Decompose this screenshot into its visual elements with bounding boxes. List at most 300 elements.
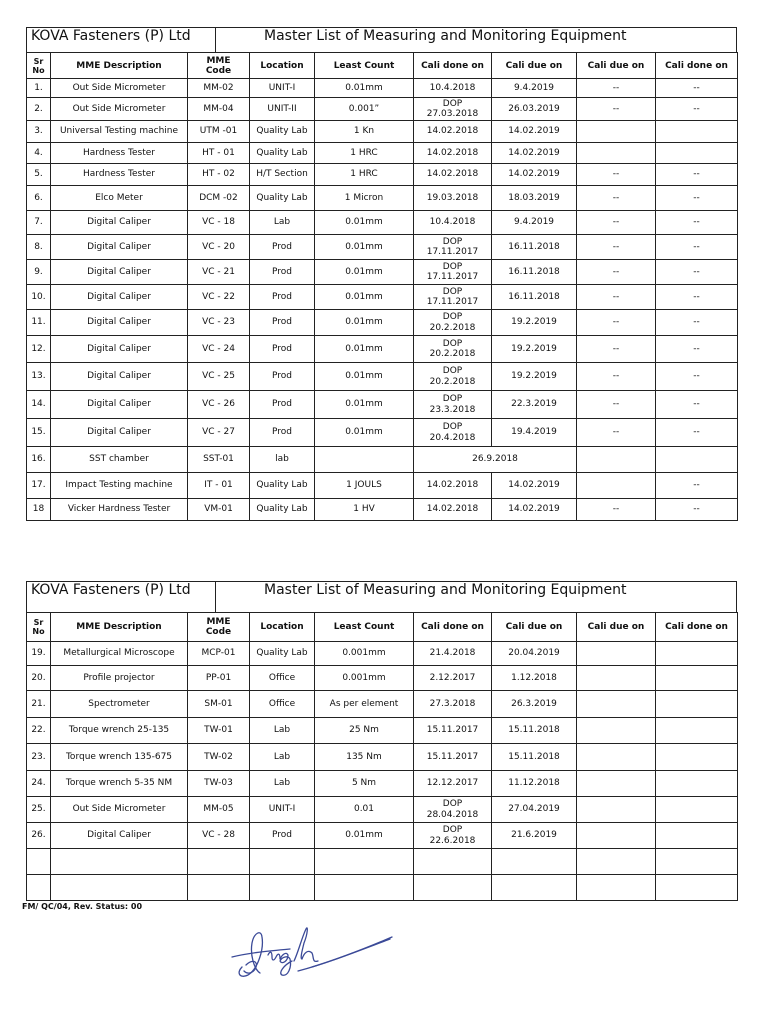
cell-mme-code: PP-01 xyxy=(188,666,250,691)
cell-sr-no: 6. xyxy=(27,186,51,211)
cell-sr-no: 12. xyxy=(27,336,51,363)
cell-sr-no: 13. xyxy=(27,363,51,391)
cell-location: UNIT-I xyxy=(250,797,315,823)
cell-sr-no: 10. xyxy=(27,285,51,310)
cell-mme-code: IT - 01 xyxy=(188,473,250,499)
table-body xyxy=(27,79,738,521)
cell-cali-due-on: 11.12.2018 xyxy=(492,771,577,797)
cell-sr-no: 5. xyxy=(27,164,51,186)
header-least-count: Least Count xyxy=(315,613,414,642)
cell-mme-description xyxy=(51,849,188,875)
header-cali-done-on-2: Cali done on xyxy=(656,613,738,642)
cell-mme-code xyxy=(188,875,250,901)
cell-least-count: 0.01mm xyxy=(315,310,414,336)
cell-cali-due-on: 19.2.2019 xyxy=(492,363,577,391)
cell-mme-code: VC - 27 xyxy=(188,419,250,447)
cell-cali-due-on-2 xyxy=(577,823,656,849)
cell-location: Lab xyxy=(250,718,315,744)
table-row xyxy=(27,79,738,98)
cell-mme-code: VC - 26 xyxy=(188,391,250,419)
form-reference: FM/ QC/04, Rev. Status: 00 xyxy=(22,902,143,911)
cell-cali-done-on-2: -- xyxy=(656,310,738,336)
cell-cali-done-on-2 xyxy=(656,744,738,771)
table-row xyxy=(27,823,738,849)
cell-cali-due-on-2 xyxy=(577,121,656,143)
cell-least-count: 0.01mm xyxy=(315,823,414,849)
cell-cali-due-on-2 xyxy=(577,797,656,823)
table-row xyxy=(27,718,738,744)
cell-mme-code: VC - 28 xyxy=(188,823,250,849)
cell-cali-due-on: 16.11.2018 xyxy=(492,235,577,260)
cell-least-count: As per element xyxy=(315,691,414,718)
cell-mme-description: Hardness Tester xyxy=(51,143,188,164)
cell-location: Prod xyxy=(250,823,315,849)
cell-mme-description: Digital Caliper xyxy=(51,310,188,336)
cell-cali-due-on: 20.04.2019 xyxy=(492,642,577,666)
cell-cali-done-on: 21.4.2018 xyxy=(414,642,492,666)
cell-least-count: 0.01mm xyxy=(315,235,414,260)
equipment-table xyxy=(26,52,738,521)
document-title: Master List of Measuring and Monitoring Equipment xyxy=(264,28,627,44)
cell-sr-no: 26. xyxy=(27,823,51,849)
cell-location: Prod xyxy=(250,419,315,447)
cell-least-count: 25 Nm xyxy=(315,718,414,744)
cell-mme-description: Digital Caliper xyxy=(51,823,188,849)
cell-cali-done-on-2: -- xyxy=(656,186,738,211)
header-location: Location xyxy=(250,53,315,79)
table-row xyxy=(27,310,738,336)
cell-sr-no: 11. xyxy=(27,310,51,336)
cell-mme-description: Vicker Hardness Tester xyxy=(51,499,188,521)
header-mme-description: MME Description xyxy=(51,613,188,642)
cell-cali-done-on: 15.11.2017 xyxy=(414,744,492,771)
cell-least-count: 1 JOULS xyxy=(315,473,414,499)
table-row xyxy=(27,121,738,143)
cell-cali-due-on-2: -- xyxy=(577,98,656,121)
signature xyxy=(228,915,398,990)
cell-sr-no: 14. xyxy=(27,391,51,419)
cell-sr-no: 16. xyxy=(27,447,51,473)
cell-least-count: 0.001” xyxy=(315,98,414,121)
header-mme-description: MME Description xyxy=(51,53,188,79)
cell-cali-done-on: 19.03.2018 xyxy=(414,186,492,211)
document-title: Master List of Measuring and Monitoring Equipment xyxy=(264,582,627,598)
cell-cali-due-on: 27.04.2019 xyxy=(492,797,577,823)
header-mme-code: MME Code xyxy=(188,613,250,642)
header-location: Location xyxy=(250,613,315,642)
cell-cali-due-on: 14.02.2019 xyxy=(492,143,577,164)
cell-cali-done-on xyxy=(414,875,492,901)
cell-mme-description: SST chamber xyxy=(51,447,188,473)
table-row xyxy=(27,666,738,691)
header-cali-done-on: Cali done on xyxy=(414,613,492,642)
cell-mme-description: Torque wrench 135-675 xyxy=(51,744,188,771)
table-row xyxy=(27,143,738,164)
cell-least-count: 0.01mm xyxy=(315,336,414,363)
header-row xyxy=(27,53,738,79)
cell-mme-description: Digital Caliper xyxy=(51,235,188,260)
cell-sr-no xyxy=(27,875,51,901)
equipment-table xyxy=(26,612,738,901)
cell-mme-code: VM-01 xyxy=(188,499,250,521)
table-body xyxy=(27,642,738,901)
cell-cali-done-on-2 xyxy=(656,823,738,849)
cell-mme-description: Digital Caliper xyxy=(51,260,188,285)
cell-cali-due-on: 1.12.2018 xyxy=(492,666,577,691)
table-row xyxy=(27,211,738,235)
cell-location: Prod xyxy=(250,363,315,391)
cell-sr-no: 19. xyxy=(27,642,51,666)
cell-least-count: 0.01mm xyxy=(315,211,414,235)
header-cali-done-on-2: Cali done on xyxy=(656,53,738,79)
cell-mme-code: VC - 23 xyxy=(188,310,250,336)
cell-cali-due-on: 14.02.2019 xyxy=(492,164,577,186)
cell-mme-description: Digital Caliper xyxy=(51,285,188,310)
cell-mme-description: Profile projector xyxy=(51,666,188,691)
cell-location: Lab xyxy=(250,211,315,235)
cell-cali-due-on-2 xyxy=(577,642,656,666)
cell-cali-due-on: 15.11.2018 xyxy=(492,718,577,744)
cell-cali-due-on-2 xyxy=(577,875,656,901)
cell-cali-due-on-2: -- xyxy=(577,391,656,419)
table-row xyxy=(27,336,738,363)
cell-cali-due-on xyxy=(492,875,577,901)
cell-mme-code: TW-02 xyxy=(188,744,250,771)
cell-mme-description: Hardness Tester xyxy=(51,164,188,186)
cell-least-count xyxy=(315,875,414,901)
company-name: KOVA Fasteners (P) Ltd xyxy=(27,28,216,52)
header-least-count: Least Count xyxy=(315,53,414,79)
cell-cali-done-on-2: -- xyxy=(656,164,738,186)
cell-cali-done-on: 14.02.2018 xyxy=(414,499,492,521)
table-row xyxy=(27,447,738,473)
cell-cali-done-on-2 xyxy=(656,666,738,691)
cell-cali-due-on-2 xyxy=(577,666,656,691)
title-row xyxy=(26,27,737,53)
cell-cali-done-on-2: -- xyxy=(656,79,738,98)
cell-cali-due-on-2 xyxy=(577,718,656,744)
header-cali-due-on: Cali due on xyxy=(492,613,577,642)
cell-cali-due-on: 9.4.2019 xyxy=(492,211,577,235)
cell-mme-code: MM-02 xyxy=(188,79,250,98)
cell-least-count: 0.01mm xyxy=(315,260,414,285)
cell-location: Prod xyxy=(250,391,315,419)
header-sr-no: Sr No xyxy=(27,53,51,79)
cell-least-count: 5 Nm xyxy=(315,771,414,797)
cell-cali-done-and-due: 26.9.2018 xyxy=(414,447,577,473)
cell-cali-done-on: DOP 17.11.2017 xyxy=(414,235,492,260)
cell-mme-code: TW-01 xyxy=(188,718,250,744)
cell-mme-code: SM-01 xyxy=(188,691,250,718)
cell-least-count: 0.01mm xyxy=(315,391,414,419)
cell-location xyxy=(250,875,315,901)
cell-mme-description: Elco Meter xyxy=(51,186,188,211)
cell-location: Prod xyxy=(250,310,315,336)
cell-cali-done-on: 14.02.2018 xyxy=(414,473,492,499)
cell-cali-done-on xyxy=(414,849,492,875)
cell-location: lab xyxy=(250,447,315,473)
cell-cali-done-on-2 xyxy=(656,642,738,666)
cell-location: Lab xyxy=(250,771,315,797)
cell-cali-done-on: DOP 17.11.2017 xyxy=(414,285,492,310)
cell-mme-description: Universal Testing machine xyxy=(51,121,188,143)
cell-least-count: 0.001mm xyxy=(315,642,414,666)
cell-sr-no: 21. xyxy=(27,691,51,718)
cell-cali-due-on-2: -- xyxy=(577,186,656,211)
cell-least-count: 0.01mm xyxy=(315,79,414,98)
cell-mme-code: MM-04 xyxy=(188,98,250,121)
cell-mme-description: Digital Caliper xyxy=(51,211,188,235)
cell-cali-done-on-2: -- xyxy=(656,419,738,447)
cell-cali-done-on-2 xyxy=(656,849,738,875)
table-row xyxy=(27,186,738,211)
cell-location: Prod xyxy=(250,235,315,260)
cell-mme-description xyxy=(51,875,188,901)
cell-sr-no: 4. xyxy=(27,143,51,164)
cell-mme-code xyxy=(188,849,250,875)
cell-cali-due-on: 19.2.2019 xyxy=(492,336,577,363)
table-row xyxy=(27,473,738,499)
table-row xyxy=(27,797,738,823)
header-cali-due-on: Cali due on xyxy=(492,53,577,79)
cell-cali-due-on-2 xyxy=(577,771,656,797)
cell-location: Office xyxy=(250,691,315,718)
cell-sr-no: 18 xyxy=(27,499,51,521)
cell-cali-done-on: 14.02.2018 xyxy=(414,164,492,186)
equipment-sheet-2 xyxy=(26,581,737,901)
cell-cali-due-on xyxy=(492,849,577,875)
cell-cali-done-on: DOP 27.03.2018 xyxy=(414,98,492,121)
cell-cali-due-on-2: -- xyxy=(577,419,656,447)
cell-sr-no: 20. xyxy=(27,666,51,691)
cell-sr-no: 23. xyxy=(27,744,51,771)
cell-least-count: 1 Micron xyxy=(315,186,414,211)
cell-cali-due-on-2: -- xyxy=(577,336,656,363)
cell-cali-due-on: 15.11.2018 xyxy=(492,744,577,771)
company-name: KOVA Fasteners (P) Ltd xyxy=(27,582,216,612)
cell-cali-due-on-2: -- xyxy=(577,310,656,336)
cell-cali-due-on: 14.02.2019 xyxy=(492,121,577,143)
title-row xyxy=(26,581,737,613)
cell-mme-code: VC - 18 xyxy=(188,211,250,235)
cell-sr-no: 25. xyxy=(27,797,51,823)
cell-mme-description: Metallurgical Microscope xyxy=(51,642,188,666)
cell-cali-done-on-2 xyxy=(656,718,738,744)
cell-least-count xyxy=(315,849,414,875)
cell-least-count: 0.01mm xyxy=(315,419,414,447)
cell-cali-done-on: 14.02.2018 xyxy=(414,121,492,143)
cell-cali-done-on: DOP 23.3.2018 xyxy=(414,391,492,419)
cell-cali-due-on-2: -- xyxy=(577,211,656,235)
table-row xyxy=(27,391,738,419)
table-row xyxy=(27,235,738,260)
cell-cali-done-on: 27.3.2018 xyxy=(414,691,492,718)
cell-mme-description: Torque wrench 25-135 xyxy=(51,718,188,744)
cell-mme-code: MCP-01 xyxy=(188,642,250,666)
cell-cali-done-on-2: -- xyxy=(656,363,738,391)
cell-sr-no: 8. xyxy=(27,235,51,260)
cell-cali-done-on-2: -- xyxy=(656,499,738,521)
cell-least-count: 0.01mm xyxy=(315,285,414,310)
cell-sr-no: 17. xyxy=(27,473,51,499)
cell-location: Lab xyxy=(250,744,315,771)
cell-sr-no: 7. xyxy=(27,211,51,235)
cell-mme-code: HT - 02 xyxy=(188,164,250,186)
cell-mme-description: Digital Caliper xyxy=(51,363,188,391)
cell-cali-done-on: DOP 20.2.2018 xyxy=(414,336,492,363)
cell-mme-description: Digital Caliper xyxy=(51,419,188,447)
cell-mme-description: Out Side Micrometer xyxy=(51,98,188,121)
cell-cali-done-on-2 xyxy=(656,447,738,473)
cell-location: Prod xyxy=(250,336,315,363)
cell-location: Quality Lab xyxy=(250,143,315,164)
cell-location: Quality Lab xyxy=(250,642,315,666)
cell-cali-done-on: DOP 22.6.2018 xyxy=(414,823,492,849)
cell-least-count: 0.001mm xyxy=(315,666,414,691)
cell-mme-code: SST-01 xyxy=(188,447,250,473)
cell-cali-done-on-2: -- xyxy=(656,260,738,285)
cell-cali-due-on: 14.02.2019 xyxy=(492,499,577,521)
cell-cali-due-on: 22.3.2019 xyxy=(492,391,577,419)
cell-least-count: 0.01mm xyxy=(315,363,414,391)
cell-location: Prod xyxy=(250,285,315,310)
cell-sr-no: 3. xyxy=(27,121,51,143)
cell-cali-due-on-2 xyxy=(577,143,656,164)
header-row xyxy=(27,613,738,642)
cell-cali-due-on: 26.3.2019 xyxy=(492,691,577,718)
cell-mme-description: Spectrometer xyxy=(51,691,188,718)
cell-cali-done-on-2 xyxy=(656,875,738,901)
cell-least-count: 135 Nm xyxy=(315,744,414,771)
table-row xyxy=(27,771,738,797)
signature-strokes xyxy=(232,928,392,976)
table-row xyxy=(27,642,738,666)
cell-cali-done-on-2: -- xyxy=(656,285,738,310)
cell-least-count: 0.01 xyxy=(315,797,414,823)
cell-mme-description: Digital Caliper xyxy=(51,391,188,419)
header-cali-done-on: Cali done on xyxy=(414,53,492,79)
cell-cali-due-on: 16.11.2018 xyxy=(492,260,577,285)
cell-location: Office xyxy=(250,666,315,691)
cell-cali-due-on-2 xyxy=(577,849,656,875)
cell-cali-due-on: 21.6.2019 xyxy=(492,823,577,849)
header-sr-no: Sr No xyxy=(27,613,51,642)
cell-mme-code: VC - 20 xyxy=(188,235,250,260)
cell-location: H/T Section xyxy=(250,164,315,186)
cell-cali-done-on-2: -- xyxy=(656,235,738,260)
cell-mme-code: VC - 25 xyxy=(188,363,250,391)
cell-cali-done-on-2: -- xyxy=(656,336,738,363)
cell-mme-code: VC - 22 xyxy=(188,285,250,310)
cell-cali-done-on: DOP 20.2.2018 xyxy=(414,310,492,336)
cell-cali-done-on-2 xyxy=(656,771,738,797)
cell-cali-done-on-2 xyxy=(656,121,738,143)
cell-cali-done-on: DOP 20.2.2018 xyxy=(414,363,492,391)
cell-cali-due-on: 14.02.2019 xyxy=(492,473,577,499)
cell-mme-description: Torque wrench 5-35 NM xyxy=(51,771,188,797)
cell-sr-no xyxy=(27,849,51,875)
cell-cali-due-on-2: -- xyxy=(577,499,656,521)
cell-sr-no: 1. xyxy=(27,79,51,98)
cell-location: Quality Lab xyxy=(250,121,315,143)
cell-sr-no: 15. xyxy=(27,419,51,447)
cell-mme-code: UTM -01 xyxy=(188,121,250,143)
cell-mme-description: Impact Testing machine xyxy=(51,473,188,499)
cell-sr-no: 22. xyxy=(27,718,51,744)
cell-least-count: 1 HRC xyxy=(315,143,414,164)
cell-mme-code: TW-03 xyxy=(188,771,250,797)
cell-location: Quality Lab xyxy=(250,473,315,499)
table-row xyxy=(27,98,738,121)
cell-cali-done-on: 12.12.2017 xyxy=(414,771,492,797)
cell-sr-no: 24. xyxy=(27,771,51,797)
cell-cali-done-on-2: -- xyxy=(656,473,738,499)
cell-cali-done-on: 15.11.2017 xyxy=(414,718,492,744)
cell-cali-due-on-2: -- xyxy=(577,235,656,260)
cell-cali-done-on: 10.4.2018 xyxy=(414,79,492,98)
cell-cali-due-on-2 xyxy=(577,691,656,718)
cell-location: Quality Lab xyxy=(250,499,315,521)
cell-cali-done-on: DOP 20.4.2018 xyxy=(414,419,492,447)
table-row xyxy=(27,260,738,285)
cell-cali-done-on-2: -- xyxy=(656,211,738,235)
cell-mme-description: Out Side Micrometer xyxy=(51,797,188,823)
table-row xyxy=(27,285,738,310)
cell-location xyxy=(250,849,315,875)
table-row xyxy=(27,419,738,447)
cell-location: UNIT-I xyxy=(250,79,315,98)
cell-mme-code: MM-05 xyxy=(188,797,250,823)
cell-cali-done-on-2: -- xyxy=(656,98,738,121)
cell-cali-due-on-2: -- xyxy=(577,260,656,285)
cell-cali-done-on: DOP 17.11.2017 xyxy=(414,260,492,285)
cell-cali-due-on-2: -- xyxy=(577,79,656,98)
cell-cali-done-on: 2.12.2017 xyxy=(414,666,492,691)
cell-cali-done-on: 10.4.2018 xyxy=(414,211,492,235)
cell-sr-no: 9. xyxy=(27,260,51,285)
cell-cali-due-on: 19.2.2019 xyxy=(492,310,577,336)
cell-cali-done-on-2 xyxy=(656,143,738,164)
cell-cali-due-on-2 xyxy=(577,473,656,499)
cell-cali-due-on-2: -- xyxy=(577,285,656,310)
cell-cali-done-on-2 xyxy=(656,797,738,823)
cell-cali-done-on-2 xyxy=(656,691,738,718)
cell-mme-code: VC - 21 xyxy=(188,260,250,285)
cell-cali-due-on-2: -- xyxy=(577,164,656,186)
table-row xyxy=(27,744,738,771)
cell-cali-done-on-2: -- xyxy=(656,391,738,419)
header-mme-code: MME Code xyxy=(188,53,250,79)
cell-least-count: 1 HRC xyxy=(315,164,414,186)
cell-least-count: 1 HV xyxy=(315,499,414,521)
cell-cali-due-on: 26.03.2019 xyxy=(492,98,577,121)
cell-cali-due-on-2 xyxy=(577,744,656,771)
cell-cali-due-on: 19.4.2019 xyxy=(492,419,577,447)
table-row xyxy=(27,691,738,718)
header-cali-due-on-2: Cali due on xyxy=(577,53,656,79)
cell-location: UNIT-II xyxy=(250,98,315,121)
cell-mme-description: Digital Caliper xyxy=(51,336,188,363)
cell-cali-done-on: 14.02.2018 xyxy=(414,143,492,164)
cell-least-count xyxy=(315,447,414,473)
table-row xyxy=(27,875,738,901)
cell-mme-code: VC - 24 xyxy=(188,336,250,363)
cell-location: Prod xyxy=(250,260,315,285)
table-row xyxy=(27,849,738,875)
table-row xyxy=(27,164,738,186)
equipment-sheet-1 xyxy=(26,27,737,521)
cell-cali-due-on: 16.11.2018 xyxy=(492,285,577,310)
